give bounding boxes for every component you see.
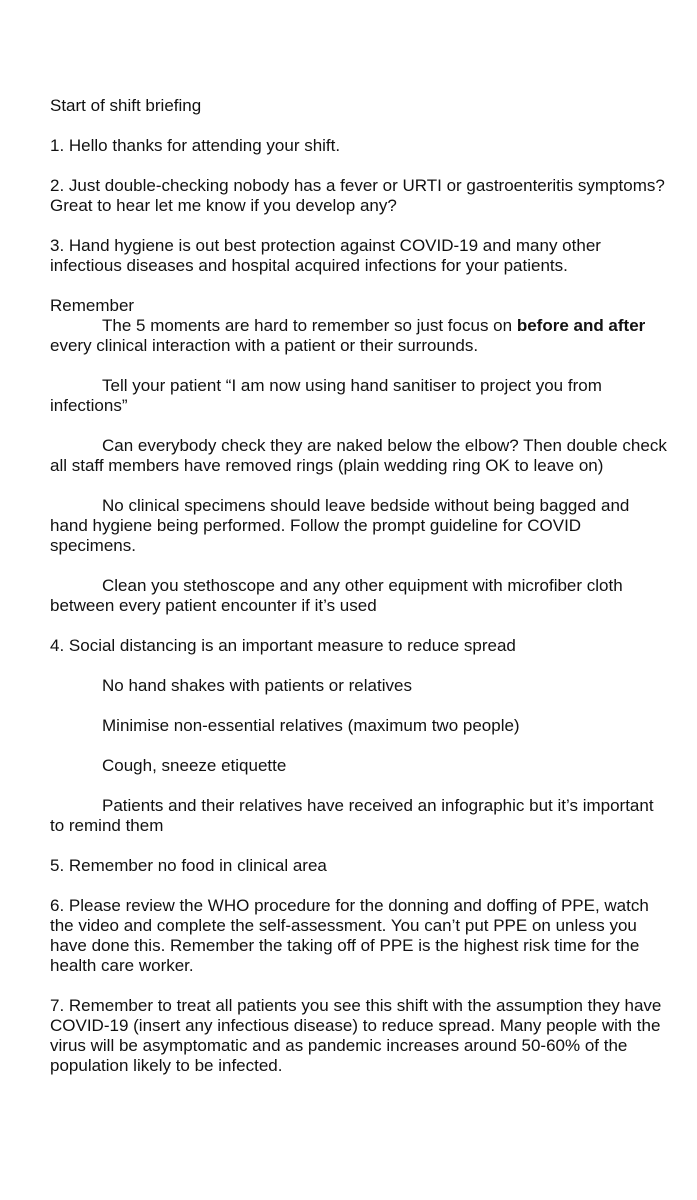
remember-heading: Remember: [50, 296, 135, 315]
remember-moments-post: every clinical interaction with a patient or their surrounds.: [50, 336, 479, 355]
remember-moments-bold: before and after: [516, 316, 646, 335]
remember-bare-below-elbow: Can everybody check they are naked below the elbow? Then double check all staff members have removed rings (plain wedding ring OK to leave on): [50, 436, 667, 475]
document-title: Start of shift briefing: [50, 96, 202, 115]
item-3: 3. Hand hygiene is out best protection against COVID-19 and many other infectious diseases and hospital acquired infections for your patients.: [50, 236, 601, 275]
remember-specimens: No clinical specimens should leave bedside without being bagged and hand hygiene being performed. Follow the prompt guideline for COVID specimens.: [50, 496, 630, 555]
remember-tell-patient: Tell your patient “I am now using hand sanitiser to project you from infections”: [50, 376, 602, 415]
remember-moments: [50, 316, 670, 356]
item-4-point-2: Minimise non-essential relatives (maximum two people): [102, 716, 520, 735]
remember-stethoscope: Clean you stethoscope and any other equipment with microfiber cloth between every patient encounter if it’s used: [50, 576, 623, 615]
item-5: 5. Remember no food in clinical area: [50, 856, 327, 875]
briefing-document: [50, 96, 670, 1076]
item-4-point-1: No hand shakes with patients or relatives: [102, 676, 412, 695]
item-2: 2. Just double-checking nobody has a fever or URTI or gastroenteritis symptoms? Great to hear let me know if you develop any?: [50, 176, 665, 215]
item-4-infographic: Patients and their relatives have received an infographic but it’s important to remind them: [50, 796, 654, 835]
item-4-point-3: Cough, sneeze etiquette: [102, 756, 287, 775]
item-6: 6. Please review the WHO procedure for the donning and doffing of PPE, watch the video and complete the self-assessment. You can’t put PPE on unless you have done this. Remember the taking off of PPE is the highest risk time for the health care worker.: [50, 896, 649, 975]
item-1: 1. Hello thanks for attending your shift.: [50, 136, 341, 155]
item-7: 7. Remember to treat all patients you see this shift with the assumption they have COVID-19 (insert any infectious disease) to reduce spread. Many people with the virus will be asymptomatic and as pandemic increases around 50-60% of the population likely to be infected.: [50, 996, 662, 1075]
item-4: 4. Social distancing is an important measure to reduce spread: [50, 636, 516, 655]
remember-moments-pre: The 5 moments are hard to remember so just focus on: [102, 316, 517, 335]
